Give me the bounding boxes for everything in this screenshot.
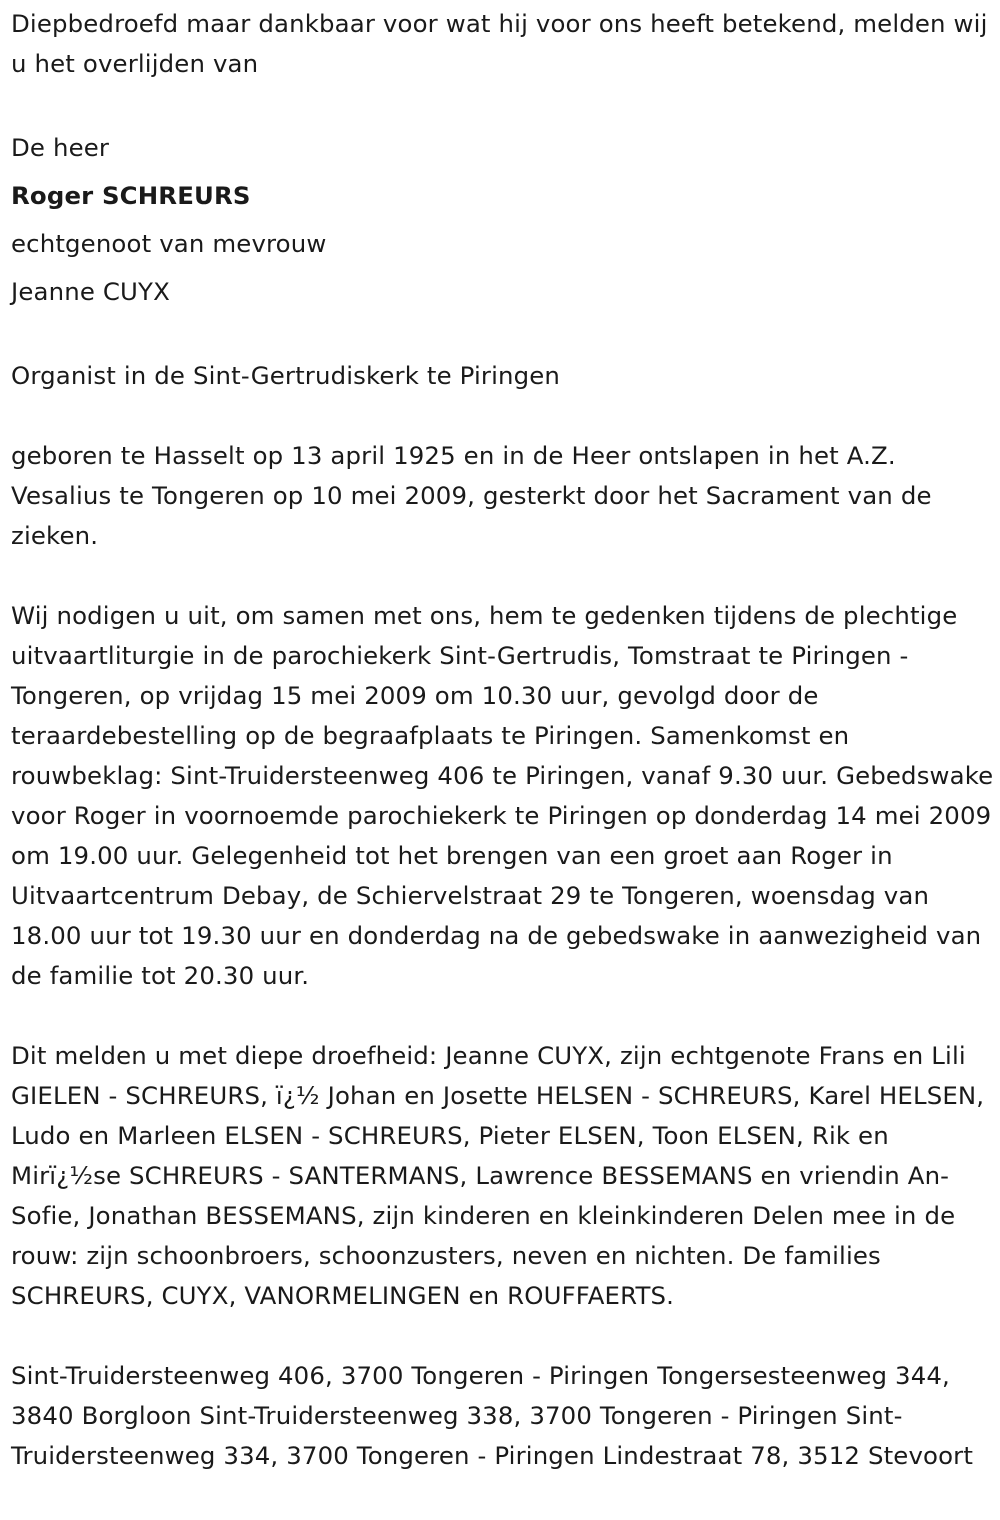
spouse-name: Jeanne CUYX (11, 277, 170, 306)
spacer (11, 1316, 996, 1356)
spacer (11, 396, 996, 436)
spouse-label: echtgenoot van mevrouw (11, 229, 327, 258)
spacer (11, 556, 996, 596)
occupation: Organist in de Sint-Gertrudiskerk te Piringen (11, 361, 561, 390)
spacer (11, 84, 996, 124)
invitation-paragraph: Wij nodigen u uit, om samen met ons, hem te gedenken tijdens de plechtige uitvaartliturgie in de parochiekerk Sint-Gertrudis, Tomstraat te Piringen - Tongeren, op vrijdag 15 mei 2009 om 10.30 uur, gevolgd door de teraardebestelling op de begraafplaats te Piringen. Samenkomst en rouwbeklag: Sint-Truidersteenweg 406 te Piringen, vanaf 9.30 uur. Gebedswake voor Roger in voornoemde parochiekerk te Piringen op donderdag 14 mei 2009 om 19.00 uur. Gelegenheid tot het brengen van een groet aan Roger in Uitvaartcentrum Debay, de Schiervelstraat 29 te Tongeren, woensdag van 18.00 uur tot 19.30 uur en donderdag na de gebedswake in aanwezigheid van de familie tot 20.30 uur. (11, 601, 994, 990)
addresses-paragraph: Sint-Truidersteenweg 406, 3700 Tongeren - Piringen Tongersesteenweg 344, 3840 Borgloon Sint-Truidersteenweg 338, 3700 Tongeren - Piringen Sint-Truidersteenweg 334, 3700 Tongeren - Piringen Lindestraat 78, 3512 Stevoort (11, 1361, 974, 1470)
spacer (11, 316, 996, 356)
family-paragraph: Dit melden u met diepe droefheid: Jeanne CUYX, zijn echtgenote Frans en Lili GIELEN - SCHREURS, ï¿½ Johan en Josette HELSEN - SCHREURS, Karel HELSEN, Ludo en Marleen ELSEN - SCHREURS, Pieter ELSEN, Toon ELSEN, Rik en Mirï¿½se SCHREURS - SANTERMANS, Lawrence BESSEMANS en vriendin An-Sofie, Jonathan BESSEMANS, zijn kinderen en kleinkinderen Delen mee in de rouw: zijn schoonbroers, schoonzusters, neven en nichten. De families SCHREURS, CUYX, VANORMELINGEN en ROUFFAERTS. (11, 1041, 985, 1310)
spacer (11, 996, 996, 1036)
intro-text: Diepbedroefd maar dankbaar voor wat hij voor ons heeft betekend, melden wij u het overlijden van (11, 9, 988, 78)
birth-death-paragraph: geboren te Hasselt op 13 april 1925 en in de Heer ontslapen in het A.Z. Vesalius te Tongeren op 10 mei 2009, gesterkt door het Sacrament van de zieken. (11, 441, 932, 550)
salutation: De heer (11, 133, 110, 162)
deceased-name: Roger SCHREURS (11, 181, 251, 210)
death-notice (11, 4, 996, 1476)
